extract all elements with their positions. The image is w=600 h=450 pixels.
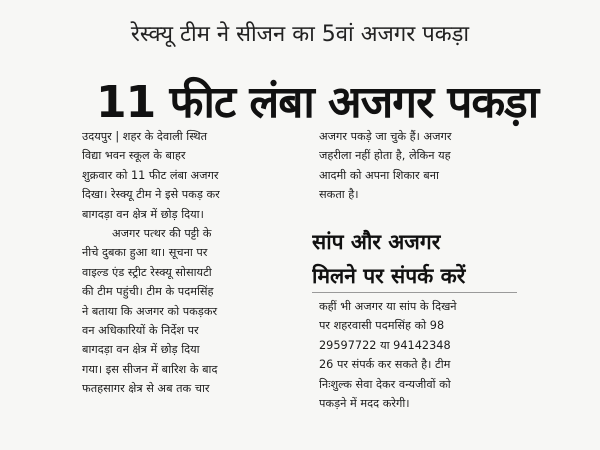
text-line: वाइल्ड एंड स्ट्रीट रेस्क्यू सोसायटी — [82, 265, 212, 279]
text-line: पकड़ने में मदद करेगी। — [319, 396, 410, 410]
text-line: उदयपुर | शहर के देवाली स्थित — [82, 130, 208, 143]
main-headline: 11 फीट लंबा अजगर पकड़ा — [96, 77, 539, 128]
text-line: ने बताया कि अजगर को पकड़कर — [82, 304, 218, 318]
sub-headline: रेस्क्यू टीम ने सीजन का 5वां अजगर पकड़ा — [130, 22, 470, 47]
text-line: विद्या भवन स्कूल के बाहर — [82, 149, 186, 163]
text-line: गया। इस सीजन में बारिश के बाद — [82, 362, 218, 376]
text-line: निःशुल्क सेवा देकर वन्यजीवों को — [319, 377, 451, 391]
text-line: अजगर पत्थर की पट्टी के — [112, 226, 212, 240]
text-line: सकता है। — [319, 188, 359, 202]
text-line: पर शहरवासी पदमसिंह को 98 — [319, 319, 445, 333]
text-line: बागदड़ा वन क्षेत्र में छोड़ दिया — [82, 343, 200, 357]
text-line: जहरीला नहीं होता है, लेकिन यह — [319, 149, 451, 163]
box-divider — [312, 292, 517, 293]
article-column-right — [319, 127, 519, 205]
box-heading-line: सांप और अजगर — [312, 230, 441, 254]
text-line: आदमी को अपना शिकार बना — [319, 168, 439, 182]
text-line: 26 पर संपर्क कर सकते है। टीम — [319, 358, 451, 372]
text-line: नीचे दुबका हुआ था। सूचना पर — [82, 246, 208, 260]
text-line: बागदड़ा वन क्षेत्र में छोड़ दिया। — [82, 207, 204, 221]
text-line: फतहसागर क्षेत्र से अब तक चार — [82, 382, 210, 396]
contact-box-heading — [312, 225, 512, 293]
text-line: 29597722 या 94142348 — [319, 338, 451, 352]
text-line: अजगर पकड़े जा चुके हैं। अजगर — [319, 130, 452, 143]
box-heading-line: मिलने पर संपर्क करें — [312, 264, 466, 288]
text-line: कहीं भी अजगर या सांप के दिखने — [319, 300, 457, 313]
text-line: वन अधिकारियों के निर्देश पर — [82, 323, 199, 337]
text-line: दिखा। रेस्क्यू टीम ने इसे पकड़ कर — [82, 188, 220, 202]
text-line: शुक्रवार को 11 फीट लंबा अजगर — [82, 168, 219, 182]
article-column-left — [82, 127, 304, 398]
contact-box-body — [319, 297, 519, 413]
text-line: की टीम पहुंची। टीम के पदमसिंह — [82, 285, 214, 299]
